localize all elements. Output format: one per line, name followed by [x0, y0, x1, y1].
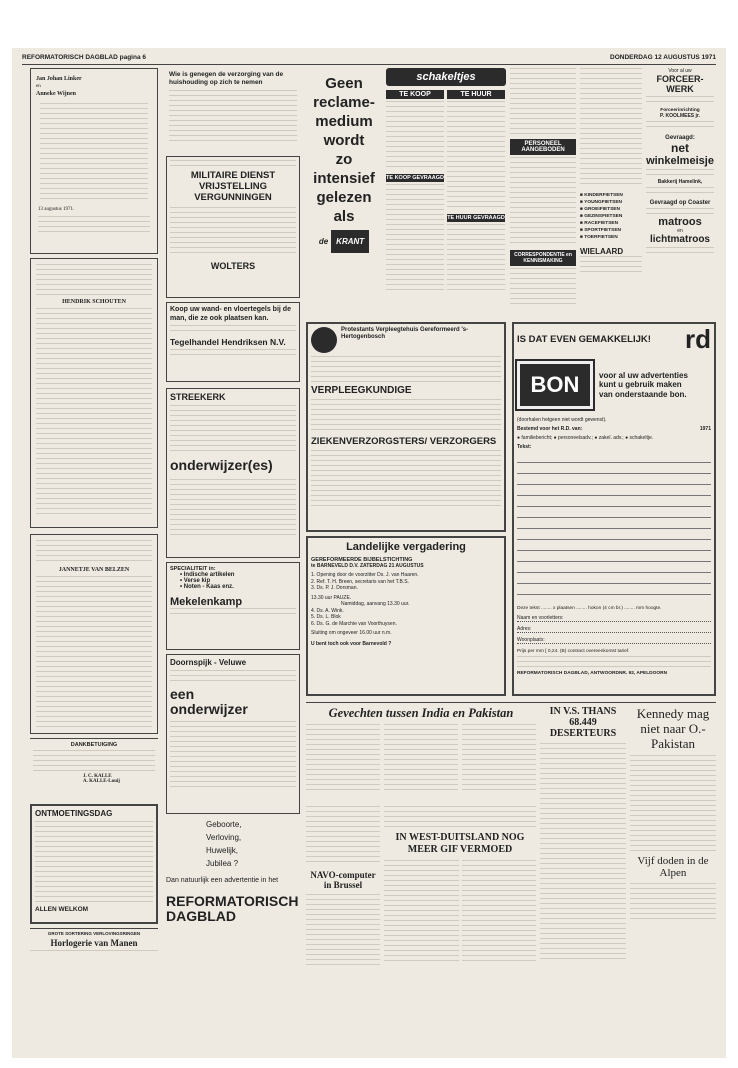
- winkel-text: winkelmeisje: [646, 155, 714, 167]
- agenda-3: 3. Ds. P. J. Dorsman.: [311, 585, 358, 591]
- bon-categories[interactable]: ● familiebericht; ● personeelsadv.; ● zakel. adv.; ● schakeltje.: [517, 435, 654, 441]
- agenda-6: 6. Ds. G. de Marchie van Voorthuysen.: [311, 620, 397, 627]
- gevraagd-label: Gevraagd:: [665, 135, 695, 141]
- te-huur-header: TE HUUR: [447, 90, 505, 99]
- bon-address-field[interactable]: Adres:: [517, 626, 711, 633]
- thanks-sig-1: J. C. KALLE: [83, 774, 112, 779]
- forceer-top: Voor al uw: [668, 68, 692, 74]
- military-ad: [166, 156, 300, 298]
- india-col-3: [462, 724, 536, 794]
- personeel-header: PERSONEEL AANGEBODEN: [510, 139, 576, 155]
- agenda-2: 2. Ref. T. H. Breen, secretaris van het T.B.S.: [311, 578, 409, 585]
- military-intro: [170, 160, 296, 170]
- wg-pre: [384, 806, 536, 828]
- correspondentie-body: [510, 268, 576, 308]
- specialty-address: [170, 608, 296, 618]
- reclame-2: reclame-: [313, 94, 375, 111]
- rd-logo: rd: [685, 324, 711, 354]
- jeweller-name: Horlogerie van Manen: [50, 938, 138, 948]
- name-2: Anneke Wijnen: [36, 91, 76, 97]
- teacher-ad: [166, 388, 300, 558]
- india-col-2: [384, 724, 458, 794]
- agenda-5: 5. Ds. L. Blok: [311, 614, 341, 620]
- streek-body: [170, 405, 296, 451]
- kennedy-body: [630, 755, 716, 851]
- reclame-6: intensief: [313, 170, 375, 187]
- verpleeg-title: VERPLEEGKUNDIGE: [311, 385, 412, 396]
- nursing-home-name: Protestants Verpleegtehuis Gereformeerd 's-Hertogenbosch: [341, 327, 469, 340]
- tile-headline: Koop uw wand- en vloertegels bij de man, die ze ook plaatsen kan.: [170, 306, 291, 322]
- military-l1: MILITAIRE DIENST: [190, 170, 276, 181]
- coaster-sub: [646, 208, 714, 214]
- navo-body: [306, 894, 380, 968]
- navo-pre: [306, 806, 380, 866]
- bon-strike-note: (doorhalen hetgeen niet wordt gewenst).: [517, 417, 607, 423]
- deserters-body: [540, 743, 626, 963]
- specialty-title: SPECIALITEIT in:: [170, 566, 216, 572]
- bon-year: 1971: [699, 426, 711, 432]
- thanks-title: DANKBETUIGING: [70, 742, 118, 748]
- housekeeper-body: [169, 90, 297, 142]
- bike-6: ■ SPORTFIETSEN: [580, 228, 622, 233]
- lichtmatroos-text: lichtmatroos: [649, 234, 710, 245]
- military-l2: VRIJSTELLING: [198, 181, 268, 192]
- coaster-label: Gevraagd op Coaster: [649, 200, 711, 206]
- correspondentie-header: CORRESPONDENTIE en KENNISMAKING: [510, 250, 576, 266]
- wg-col-2: [462, 860, 537, 964]
- nursing-home-ad: [306, 322, 506, 532]
- tile-sub: [170, 325, 296, 335]
- bike-column: [580, 68, 642, 316]
- thanks-sig-2: A. KALLE-Louij: [83, 779, 120, 784]
- wg-col-1: [384, 860, 459, 964]
- kennedy-headline: Kennedy mag niet naar O.-Pakistan: [636, 706, 710, 751]
- doornspijk-ad: [166, 654, 300, 814]
- obituary-body-2: [36, 576, 152, 728]
- jeweller-ad: [30, 928, 158, 963]
- housekeeper-question: Wie is genegen de verzorging van de huishouding op zich te nemen: [169, 71, 284, 86]
- tile-address: [170, 349, 296, 359]
- specialty-item-3: • Noten - Kaas enz.: [180, 584, 234, 590]
- reclame-3: medium: [315, 113, 373, 130]
- zieken-body: [311, 450, 501, 510]
- bon-text-field[interactable]: [517, 452, 711, 602]
- afternoon: Namiddag, aanvang 13.30 uur.: [341, 601, 410, 607]
- teacher-title: onderwijzer(es): [170, 457, 273, 473]
- obituary-name: HENDRIK SCHOUTEN: [62, 299, 126, 305]
- promo-line-1: Geboorte,: [206, 820, 242, 829]
- announcement-address: [38, 216, 150, 232]
- military-l3: VERGUNNINGEN: [194, 192, 272, 203]
- reclame-5: zo: [335, 151, 353, 168]
- header-left: REFORMATORISCH DAGBLAD pagina 6: [22, 54, 146, 61]
- bike-7: ■ TOERFIETSEN: [580, 235, 618, 240]
- bakkerij-name: Bakkerij Hamelink,: [657, 179, 703, 185]
- navo-headline: NAVO-computer in Brussel: [310, 870, 376, 890]
- bon-city-field[interactable]: Woonplaats:: [517, 637, 711, 644]
- bon-title: IS DAT EVEN GEMAKKELIJK!: [517, 333, 651, 345]
- specialty-ad: [166, 562, 300, 650]
- promo-line-2: Verloving,: [206, 833, 242, 842]
- housekeeper-ad: [166, 68, 300, 150]
- thanks-body: [33, 750, 155, 772]
- bon-tag-2: kunt u gebruik maken: [599, 380, 682, 390]
- bon-placement[interactable]: Deze tekst ........ x plaatsen ........ hokon (4 cm br.) ........ mm hoogte.: [517, 606, 662, 611]
- te-koop-gevraagd-header: TE KOOP GEVRAAGD: [386, 175, 444, 181]
- jeweller-address: [30, 950, 158, 954]
- reclame-8: als: [333, 208, 355, 225]
- promo-paper: REFORMATORISCH DAGBLAD: [166, 893, 299, 924]
- west-germany-article: [384, 806, 536, 966]
- jeweller-tagline: GROTE SORTERING VERLOVINGSRINGEN: [47, 931, 141, 936]
- en-text: en: [36, 84, 41, 89]
- net-text: net: [671, 141, 689, 155]
- doornspijk-title: Doornspijk - Veluwe: [170, 658, 247, 667]
- teacher-2-title: een onderwijzer: [170, 686, 248, 717]
- personeel-top-body: [510, 68, 576, 136]
- order-form: [512, 322, 716, 696]
- zieken-title: ZIEKENVERZORGSTERS/ VERZORGERS: [311, 436, 497, 447]
- te-koop-header: TE KOOP: [386, 90, 444, 99]
- meeting-day: [30, 804, 158, 924]
- winkel-sub: [646, 169, 714, 177]
- bike-2: ■ YOUNGFIETSEN: [580, 200, 622, 205]
- promo-line-3: Huwelijk,: [206, 846, 239, 855]
- tile-ad: [166, 302, 300, 382]
- meeting-ad: [306, 536, 506, 696]
- forceer-sub: [646, 96, 714, 106]
- forceer-address: [646, 121, 714, 131]
- matroos-text: matroos: [658, 216, 702, 228]
- bon-name-field[interactable]: Naam en voorletters:: [517, 615, 711, 622]
- alps-headline: Vijf doden in de Alpen: [637, 855, 709, 879]
- tile-company: Tegelhandel Hendriksen N.V.: [170, 337, 286, 347]
- te-huur-gevraagd-body: [447, 224, 505, 294]
- navo-article: [306, 806, 380, 966]
- right-column-ads: [646, 68, 714, 316]
- bon-tag-3: van onderstaande bon.: [599, 389, 687, 399]
- deserters-headline: IN V.S. THANS 68.449 DESERTEURS: [549, 706, 617, 739]
- reclame-ad: [306, 68, 382, 308]
- meeting-title: ONTMOETINGSDAG: [35, 809, 113, 818]
- nursing-home-intro: [311, 356, 501, 382]
- closing: Sluiting om ongeveer 16.00 uur n.m.: [311, 630, 392, 636]
- forceer-label: Forceerinrichting: [660, 108, 700, 113]
- specialty-item-1: • Indische artikelen: [180, 572, 235, 578]
- india-pakistan-article: [306, 706, 536, 802]
- header-rule: [22, 64, 716, 65]
- agenda-1: 1. Opening door de voorzitter Ds. J. van Haaren.: [311, 572, 419, 578]
- header-right: DONDERDAG 12 AUGUSTUS 1971: [610, 54, 716, 61]
- reclame-4: wordt: [323, 132, 365, 149]
- streek-title: STREEKERK: [170, 392, 226, 402]
- nursing-home-logo-icon: [311, 327, 337, 353]
- pause: 13.30 uur PAUZE.: [311, 594, 352, 601]
- gbs-date: te BARNEVELD D.V. ZATERDAG 21 AUGUSTUS: [311, 563, 424, 569]
- bon-badge: BON: [517, 361, 593, 409]
- doornspijk-body: [170, 721, 296, 787]
- bon-address: REFORMATORISCH DAGBLAD, ANTWOORDNR. 92, APELDOORN: [517, 671, 668, 676]
- page-header: [22, 54, 716, 64]
- bike-column-body: [580, 68, 642, 188]
- news-rule: [306, 702, 716, 703]
- kennedy-article: [630, 706, 716, 966]
- promo-tagline: Dan natuurlijk een advertentie in het: [166, 877, 279, 884]
- specialty-shop: Mekelenkamp: [170, 596, 243, 608]
- closing-question: U bent toch ook voor Barnevold ?: [311, 640, 392, 647]
- military-org: WOLTERS: [210, 261, 256, 271]
- bike-shop-address: [580, 256, 642, 272]
- personeel-column: [510, 68, 576, 316]
- name-1: Jan Johan Linker: [36, 76, 82, 82]
- bike-shop: WIELAARD: [580, 247, 624, 256]
- self-promo-ad: [166, 818, 300, 966]
- bon-destined: Bestemd voor het R.D. van:: [517, 426, 583, 432]
- reclame-7: gelezen: [316, 189, 372, 206]
- announcement-text: [40, 103, 148, 203]
- alps-body: [630, 883, 716, 923]
- gbs-name: GEREFORMEERDE BIJBELSTICHTING: [311, 557, 413, 563]
- india-pakistan-headline: Gevechten tussen India en Pakistan: [328, 706, 514, 720]
- bike-5: ■ RACEFIETSEN: [580, 221, 619, 226]
- india-col-1: [306, 724, 380, 794]
- bon-text-label: Tekst:: [517, 444, 532, 450]
- de-text: de: [318, 237, 329, 246]
- bike-1: ■ KINDERFIETSEN: [580, 193, 623, 198]
- krant-badge: KRANT: [331, 230, 369, 253]
- te-koop-body: [386, 101, 444, 171]
- meeting-footer: ALLEN WELKOM: [35, 906, 89, 913]
- schakeltjes-block: [386, 68, 506, 316]
- obituary-schouten: [30, 258, 158, 528]
- en-text-2: en: [677, 228, 683, 234]
- verpleeg-body: [311, 399, 501, 433]
- te-huur-body: [447, 101, 505, 211]
- announcement-date: 13 augustus 1971.: [38, 207, 75, 212]
- obituary-intro-2: [36, 540, 152, 564]
- meeting-body: [35, 821, 153, 903]
- teacher-body: [170, 479, 296, 539]
- reclame-1: Geen: [325, 75, 363, 92]
- deserters-article: [540, 706, 626, 966]
- agenda-4: 4. Ds. A. Wink.: [311, 607, 344, 614]
- te-koop-gevraagd-body: [386, 184, 444, 294]
- obituary-body: [36, 308, 152, 518]
- obituary-belzen: [30, 534, 158, 734]
- doornspijk-intro: [170, 670, 296, 684]
- bon-tag-1: voor al uw advertenties: [599, 370, 688, 380]
- matroos-address: [646, 247, 714, 257]
- meeting-headline: Landelijke vergadering: [346, 541, 466, 553]
- bakkerij-address: [646, 187, 714, 197]
- obituary-name-2: JANNETJE VAN BELZEN: [58, 567, 130, 573]
- te-huur-gevraagd-header: TE HUUR GEVRAAGD: [447, 215, 505, 221]
- schakeltjes-logo: schakeltjes: [386, 68, 506, 86]
- west-germany-headline: IN WEST-DUITSLAND NOG MEER GIF VERMOED: [395, 832, 525, 855]
- bike-4: ■ GEZINSFIETSEN: [580, 214, 623, 219]
- forceer-owner: P. KOOLMEES jr.: [660, 113, 700, 119]
- obituary-intro: [36, 264, 152, 296]
- promo-line-4: Jubilea ?: [206, 859, 239, 868]
- bon-conditions: [517, 656, 711, 668]
- birth-announcement: [30, 68, 158, 254]
- thanks-notice: [30, 738, 158, 800]
- forceer-title: FORCEER-WERK: [656, 74, 704, 94]
- personeel-body: [510, 157, 576, 247]
- specialty-item-2: • Verse kip: [180, 578, 211, 584]
- military-body: [170, 207, 296, 257]
- bon-price: Prijs per mm [ 0,24. (B) contract overeenkomst tarief.: [517, 649, 630, 654]
- bike-3: ■ GROEIFIETSEN: [580, 207, 620, 212]
